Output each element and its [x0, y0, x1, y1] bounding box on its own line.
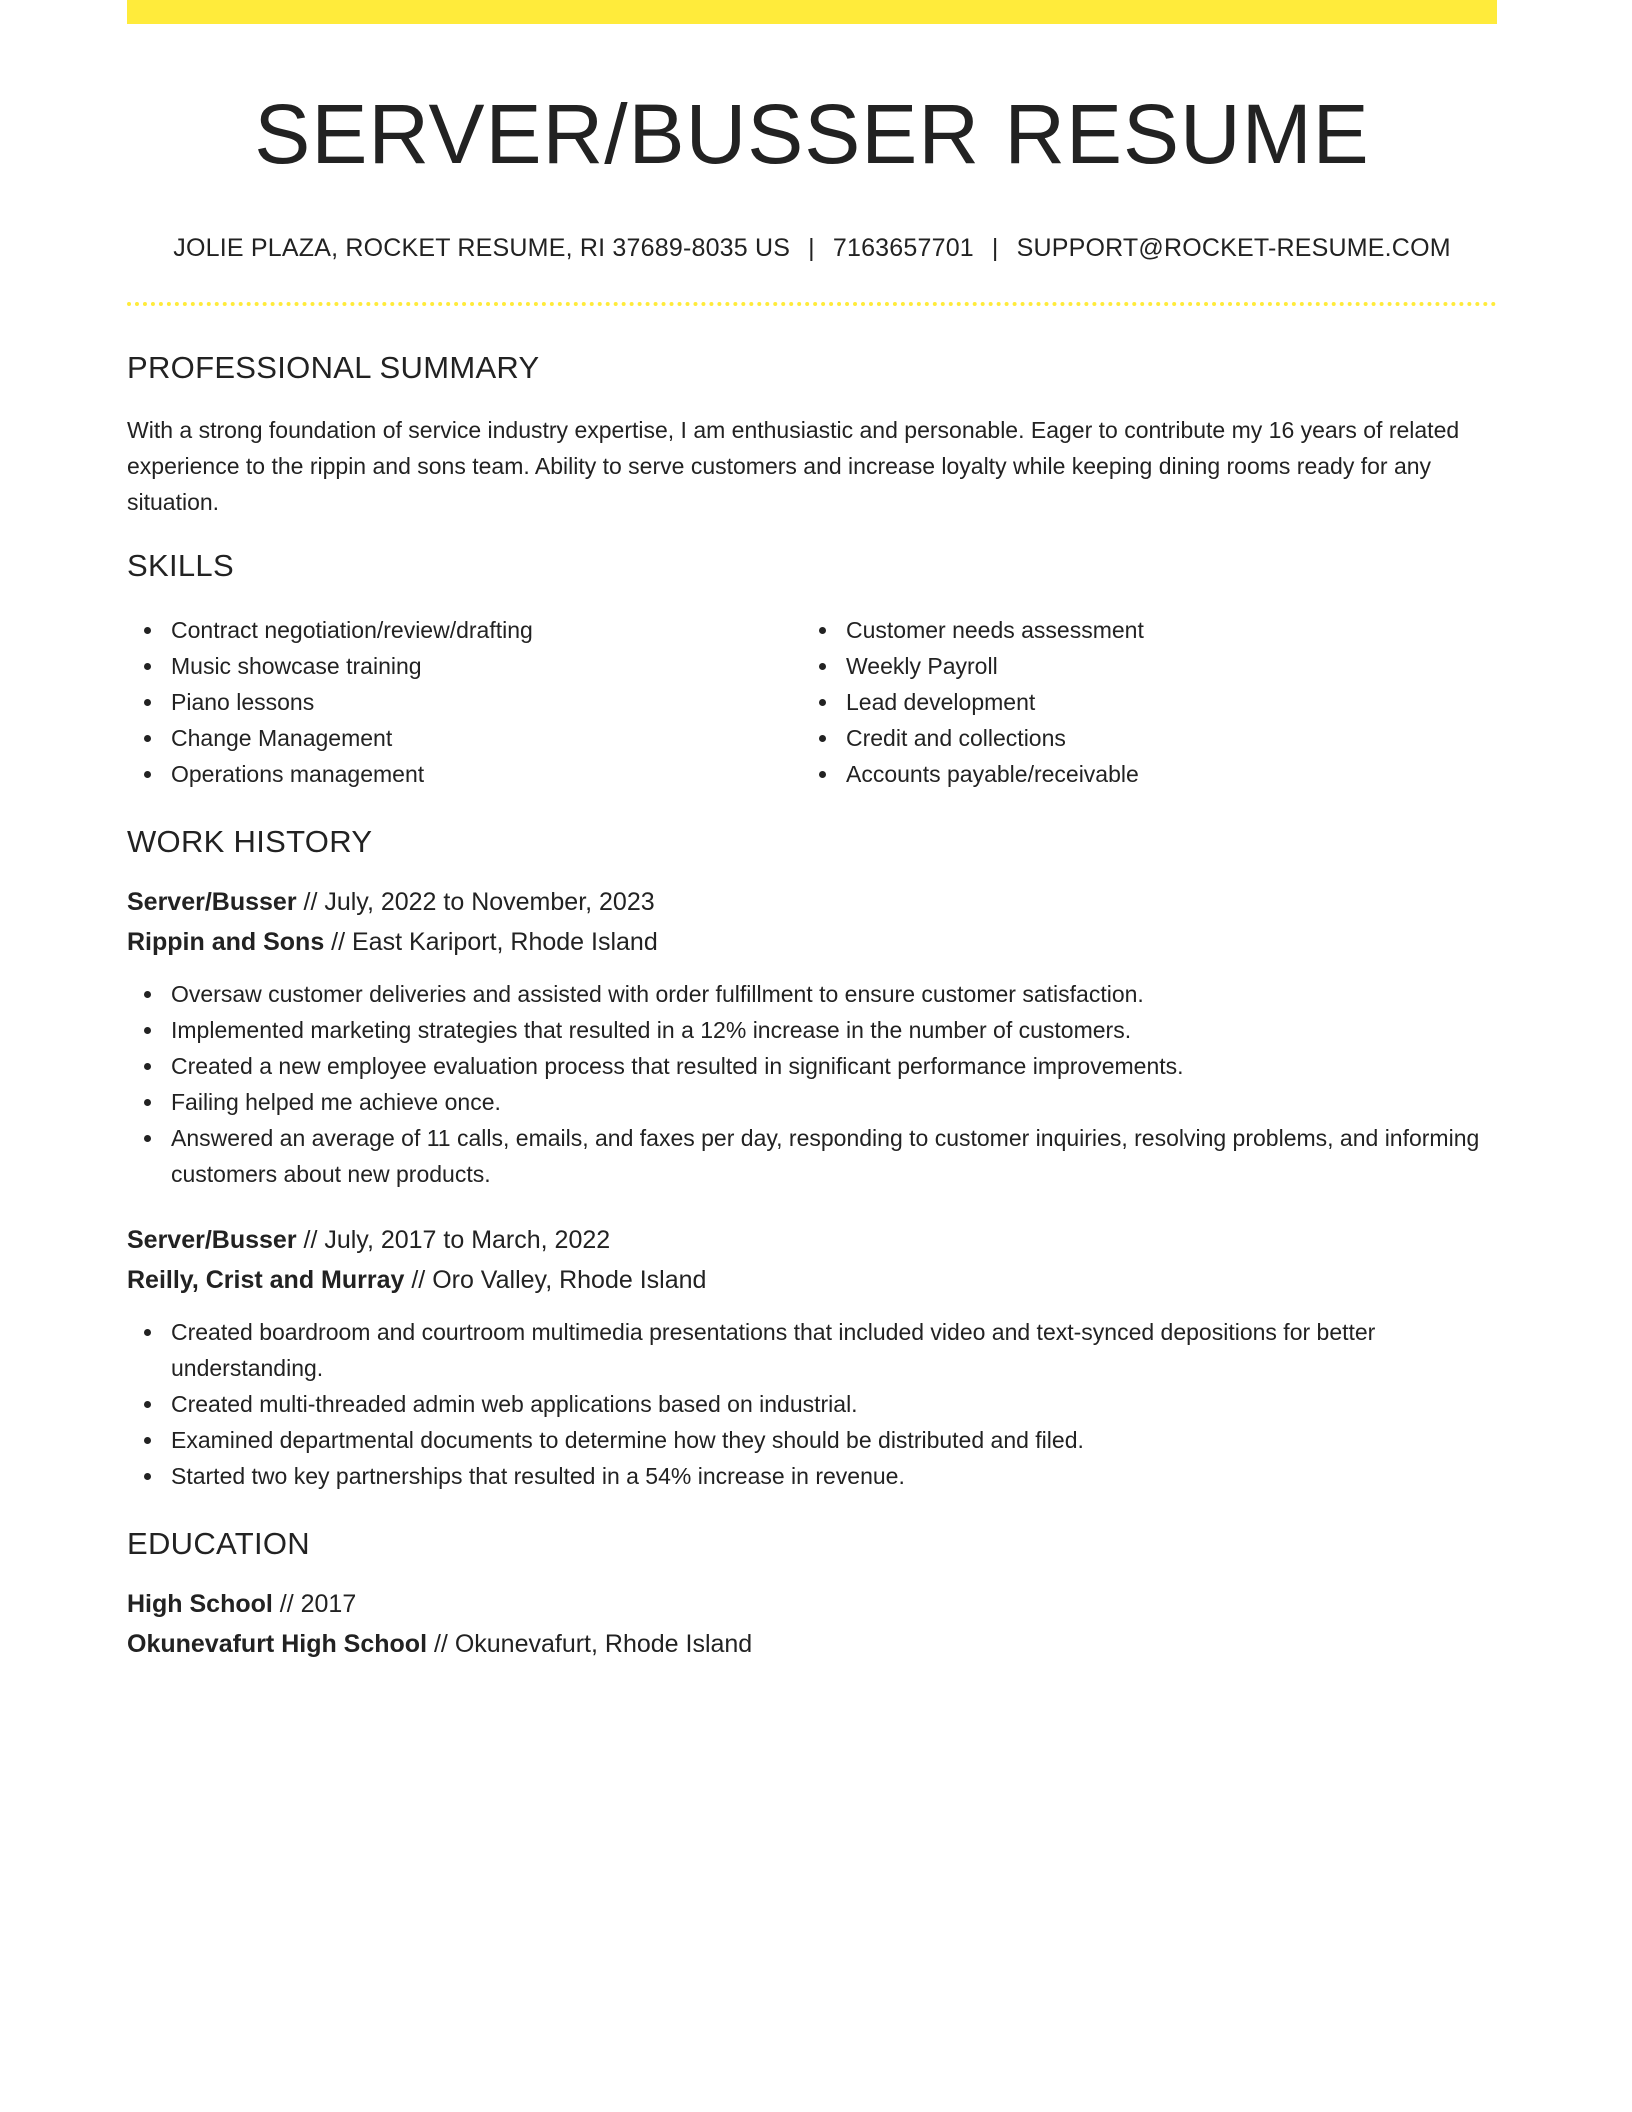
- education-school: Okunevafurt High School: [127, 1630, 428, 1658]
- job-bullet: Failing helped me achieve once.: [127, 1084, 1497, 1120]
- job-location: // Oro Valley, Rhode Island: [404, 1266, 707, 1294]
- contact-line: [127, 232, 1497, 264]
- skill-item: Accounts payable/receivable: [802, 756, 1477, 792]
- job-bullet: Created multi-threaded admin web applications based on industrial.: [127, 1386, 1497, 1422]
- job-company-line: [127, 922, 1497, 962]
- education-degree: High School: [127, 1590, 273, 1618]
- work-history-heading: WORK HISTORY: [127, 824, 373, 859]
- job-company-line: [127, 1260, 1497, 1300]
- education-year: // 2017: [272, 1590, 357, 1618]
- job-title-line: [127, 1220, 1497, 1260]
- accent-bar: [127, 0, 1497, 24]
- job-bullet: Implemented marketing strategies that resulted in a 12% increase in the number of customers.: [127, 1012, 1497, 1048]
- job-bullet: Examined departmental documents to determine how they should be distributed and filed.: [127, 1422, 1497, 1458]
- skill-item: Customer needs assessment: [802, 612, 1477, 648]
- summary-text: With a strong foundation of service industry expertise, I am enthusiastic and personable. Eager to contribute my 16 years of related experience to the rippin and sons team. Ability to serve customers and increase loyalty while keeping dining rooms ready for any situation.: [127, 417, 1460, 515]
- job-title-line: [127, 882, 1497, 922]
- skill-item: Music showcase training: [127, 648, 802, 684]
- job-location: // East Kariport, Rhode Island: [324, 928, 658, 956]
- skill-item: Lead development: [802, 684, 1477, 720]
- job-bullet-list: [127, 976, 1497, 1192]
- job-entry: [127, 882, 1497, 1192]
- skill-item: Weekly Payroll: [802, 648, 1477, 684]
- contact-address: JOLIE PLAZA, ROCKET RESUME, RI 37689-8035 US: [173, 234, 791, 262]
- job-dates: // July, 2017 to March, 2022: [296, 1226, 611, 1254]
- skills-heading: SKILLS: [127, 548, 234, 583]
- education-location: // Okunevafurt, Rhode Island: [427, 1630, 753, 1658]
- job-dates: // July, 2022 to November, 2023: [296, 888, 655, 916]
- skill-item: Change Management: [127, 720, 802, 756]
- resume-title: SERVER/BUSSER RESUME: [254, 87, 1370, 181]
- job-bullet: Oversaw customer deliveries and assisted with order fulfillment to ensure customer satisfaction.: [127, 976, 1497, 1012]
- contact-email: SUPPORT@ROCKET-RESUME.COM: [1016, 234, 1451, 262]
- skill-item: Operations management: [127, 756, 802, 792]
- summary-heading: PROFESSIONAL SUMMARY: [127, 350, 540, 385]
- education-school-line: [127, 1624, 1497, 1664]
- job-bullet: Created a new employee evaluation process that resulted in significant performance improvements.: [127, 1048, 1497, 1084]
- job-company: Rippin and Sons: [127, 928, 325, 956]
- skills-list-left: [127, 612, 802, 792]
- job-bullet: Answered an average of 11 calls, emails, and faxes per day, responding to customer inquiries, resolving problems, and informing customers about new products.: [127, 1120, 1497, 1192]
- skill-item: Piano lessons: [127, 684, 802, 720]
- contact-phone: 7163657701: [832, 234, 974, 262]
- skill-item: Credit and collections: [802, 720, 1477, 756]
- job-bullet: Started two key partnerships that resulted in a 54% increase in revenue.: [127, 1458, 1497, 1494]
- resume-page: [127, 0, 1497, 1664]
- contact-separator: |: [991, 234, 999, 262]
- education-degree-line: [127, 1584, 1497, 1624]
- dotted-divider: [127, 302, 1497, 306]
- education-heading: EDUCATION: [127, 1526, 310, 1561]
- job-bullet-list: [127, 1314, 1497, 1494]
- contact-separator: |: [808, 234, 815, 262]
- skill-item: Contract negotiation/review/drafting: [127, 612, 802, 648]
- skills-list-right: [802, 612, 1477, 792]
- job-position: Server/Busser: [127, 1226, 297, 1254]
- job-company: Reilly, Crist and Murray: [127, 1266, 405, 1294]
- skills-grid: [127, 612, 1497, 792]
- job-bullet: Created boardroom and courtroom multimedia presentations that included video and text-synced depositions for better understanding.: [127, 1314, 1497, 1386]
- job-position: Server/Busser: [127, 888, 297, 916]
- job-entry: [127, 1220, 1497, 1494]
